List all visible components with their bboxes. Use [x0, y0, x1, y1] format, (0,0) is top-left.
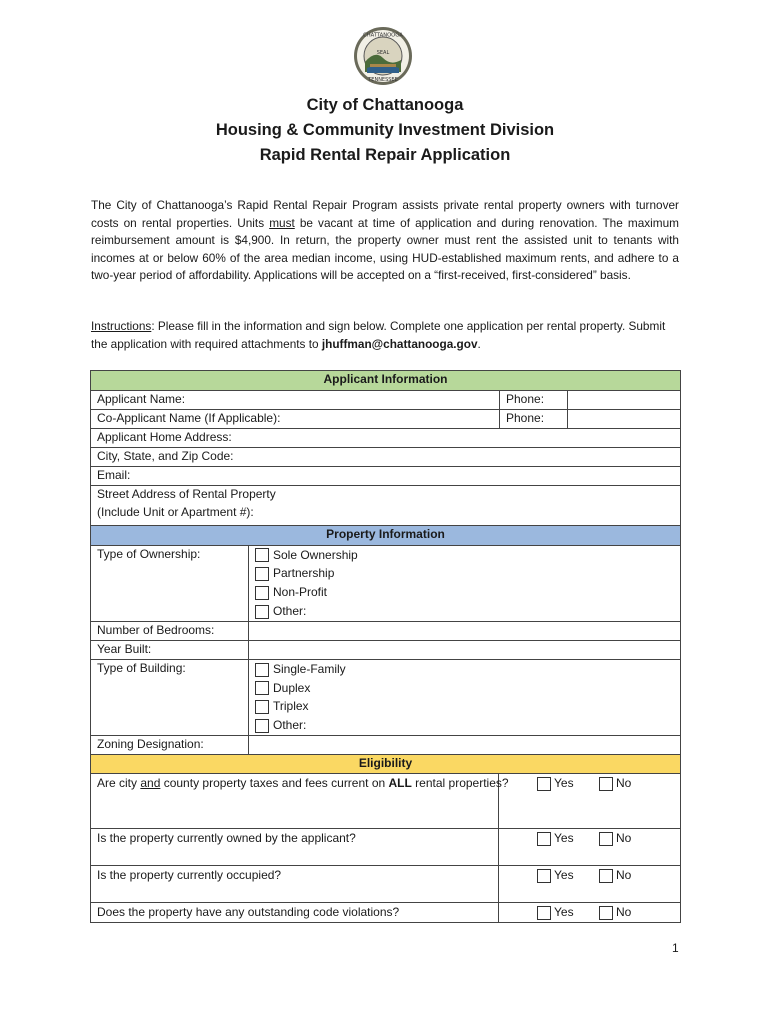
no-label: No — [616, 775, 632, 790]
ownership-options — [249, 546, 681, 622]
applicant-name-row — [91, 391, 681, 410]
option-label: Duplex — [273, 680, 311, 695]
applicant-phone-field[interactable] — [568, 391, 681, 410]
building-option-triplex[interactable] — [255, 698, 674, 717]
ownership-option-other[interactable] — [255, 602, 674, 621]
checkbox[interactable] — [599, 777, 613, 791]
instructions-text: : Please fill in the information and sign below. Complete one application per rental property. Submit the application with required attachments to — [91, 319, 666, 351]
rental-address-field[interactable] — [91, 486, 681, 526]
yes-option[interactable] — [537, 904, 599, 922]
seal-center-text: SEAL — [376, 50, 390, 56]
no-label: No — [616, 830, 632, 845]
checkbox[interactable] — [599, 832, 613, 846]
email-label: Email: — [97, 468, 131, 482]
zoning-label: Zoning Designation: — [91, 736, 249, 755]
home-address-field[interactable] — [91, 429, 681, 448]
yes-label: Yes — [554, 904, 574, 919]
property-section-heading: Property Information — [91, 526, 681, 546]
intro-part-2: be vacant at time of application and during renovation. The maximum reimbursement amount is $4,900. In return, the property owner must rent the assisted unit to tenants with incomes at or below 60% of the area median income, using HUD-established maximum rents, and adhere to a two-year period of affordability. Applications will be accepted on a “first-received, first-considered” basis. — [91, 215, 679, 283]
checkbox[interactable] — [537, 869, 551, 883]
checkbox[interactable] — [255, 548, 269, 562]
building-option-duplex[interactable] — [255, 679, 674, 698]
yes-option[interactable] — [537, 867, 599, 885]
instructions-label: Instructions — [91, 319, 152, 333]
zoning-field[interactable] — [249, 736, 681, 755]
ownership-option-nonprofit[interactable] — [255, 584, 674, 603]
applicant-section-row — [91, 371, 681, 391]
yes-option[interactable] — [537, 775, 599, 793]
intro-must: must — [269, 215, 295, 230]
city-state-zip-field[interactable] — [91, 448, 681, 467]
no-label: No — [616, 904, 632, 919]
option-label: Partnership — [273, 566, 335, 581]
answer-cell — [499, 773, 681, 828]
checkbox[interactable] — [537, 832, 551, 846]
applicant-phone-label: Phone: — [500, 391, 568, 410]
bedrooms-label: Number of Bedrooms: — [91, 622, 249, 641]
q1-and: and — [140, 775, 161, 790]
coapplicant-row — [91, 410, 681, 429]
eligibility-section-heading: Eligibility — [91, 755, 681, 774]
option-label: Triplex — [273, 699, 309, 714]
q1-part-1: Are city — [97, 775, 141, 790]
question-text: Is the property currently owned by the applicant? — [91, 828, 499, 865]
city-seal-icon — [353, 26, 413, 86]
title-city: City of Chattanooga — [306, 96, 464, 114]
building-option-single-family[interactable] — [255, 660, 674, 679]
coapplicant-name-field[interactable] — [91, 410, 500, 429]
page-title: Rapid Rental Repair Application — [259, 146, 511, 164]
title-division: Housing & Community Investment Division — [215, 121, 555, 139]
contact-email[interactable]: jhuffman@chattanooga.gov — [321, 336, 478, 351]
yes-label: Yes — [554, 867, 574, 882]
option-label: Other: — [273, 718, 307, 733]
question-text: Is the property currently occupied? — [91, 865, 499, 902]
answer-cell — [499, 828, 681, 865]
q1-part-2: county property taxes and fees current on — [160, 775, 389, 790]
eligibility-question-violations — [91, 902, 681, 922]
option-label: Other: — [273, 603, 307, 618]
question-text: Does the property have any outstanding code violations? — [91, 902, 499, 922]
answer-cell — [499, 865, 681, 902]
checkbox[interactable] — [255, 663, 269, 677]
yes-option[interactable] — [537, 830, 599, 848]
page-number: 1 — [672, 941, 679, 955]
coapplicant-name-label: Co-Applicant Name (If Applicable): — [97, 411, 281, 425]
checkbox[interactable] — [255, 681, 269, 695]
applicant-section-heading: Applicant Information — [91, 371, 681, 391]
yes-label: Yes — [554, 830, 574, 845]
checkbox[interactable] — [599, 906, 613, 920]
checkbox[interactable] — [255, 567, 269, 581]
building-options — [249, 660, 681, 736]
no-option[interactable] — [599, 830, 661, 848]
building-type-label: Type of Building: — [91, 660, 249, 736]
option-label: Single-Family — [273, 661, 346, 676]
instructions-end: . — [477, 336, 481, 351]
program-description — [91, 197, 679, 285]
option-label: Sole Ownership — [273, 547, 358, 562]
q1-part-3: rental properties? — [411, 775, 509, 790]
application-form — [90, 370, 681, 923]
answer-cell — [499, 902, 681, 922]
email-field[interactable] — [91, 467, 681, 486]
intro-part-1: The City of Chattanooga’s Rapid Rental Repair Program assists private rental property owners with turnover costs on rental properties. Units — [91, 198, 679, 230]
eligibility-question-occupied — [91, 865, 681, 902]
no-option[interactable] — [599, 867, 661, 885]
building-option-other[interactable] — [255, 717, 674, 736]
seal-top-text: CHATTANOOGA — [363, 32, 403, 39]
seal-bottom-text: TENNESSEE — [368, 77, 398, 83]
no-label: No — [616, 867, 632, 882]
coapplicant-phone-label: Phone: — [500, 410, 568, 429]
rental-address-label-line2: (Include Unit or Apartment #): — [97, 504, 254, 519]
eligibility-question-owned — [91, 828, 681, 865]
city-seal-logo — [353, 26, 413, 86]
year-built-label: Year Built: — [91, 641, 249, 660]
city-state-zip-label: City, State, and Zip Code: — [97, 449, 234, 463]
coapplicant-phone-field[interactable] — [568, 410, 681, 429]
ownership-option-partnership[interactable] — [255, 565, 674, 584]
home-address-label: Applicant Home Address: — [97, 430, 232, 444]
no-option[interactable] — [599, 904, 661, 922]
applicant-name-field[interactable] — [91, 391, 500, 410]
checkbox[interactable] — [255, 700, 269, 714]
checkbox[interactable] — [255, 719, 269, 733]
checkbox[interactable] — [599, 869, 613, 883]
eligibility-question-taxes — [91, 773, 681, 828]
year-built-field[interactable] — [249, 641, 681, 660]
checkbox[interactable] — [255, 605, 269, 619]
bedrooms-field[interactable] — [249, 622, 681, 641]
option-label: Non-Profit — [273, 585, 328, 600]
yes-label: Yes — [554, 775, 574, 790]
instructions — [91, 318, 679, 353]
applicant-name-label: Applicant Name: — [97, 392, 186, 406]
no-option[interactable] — [599, 775, 661, 793]
checkbox[interactable] — [537, 777, 551, 791]
ownership-type-label: Type of Ownership: — [91, 546, 249, 622]
question-text — [91, 773, 509, 828]
ownership-option-sole[interactable] — [255, 546, 674, 565]
rental-address-label-line1: Street Address of Rental Property — [97, 487, 276, 501]
q1-all: ALL — [388, 775, 412, 790]
checkbox[interactable] — [537, 906, 551, 920]
checkbox[interactable] — [255, 586, 269, 600]
